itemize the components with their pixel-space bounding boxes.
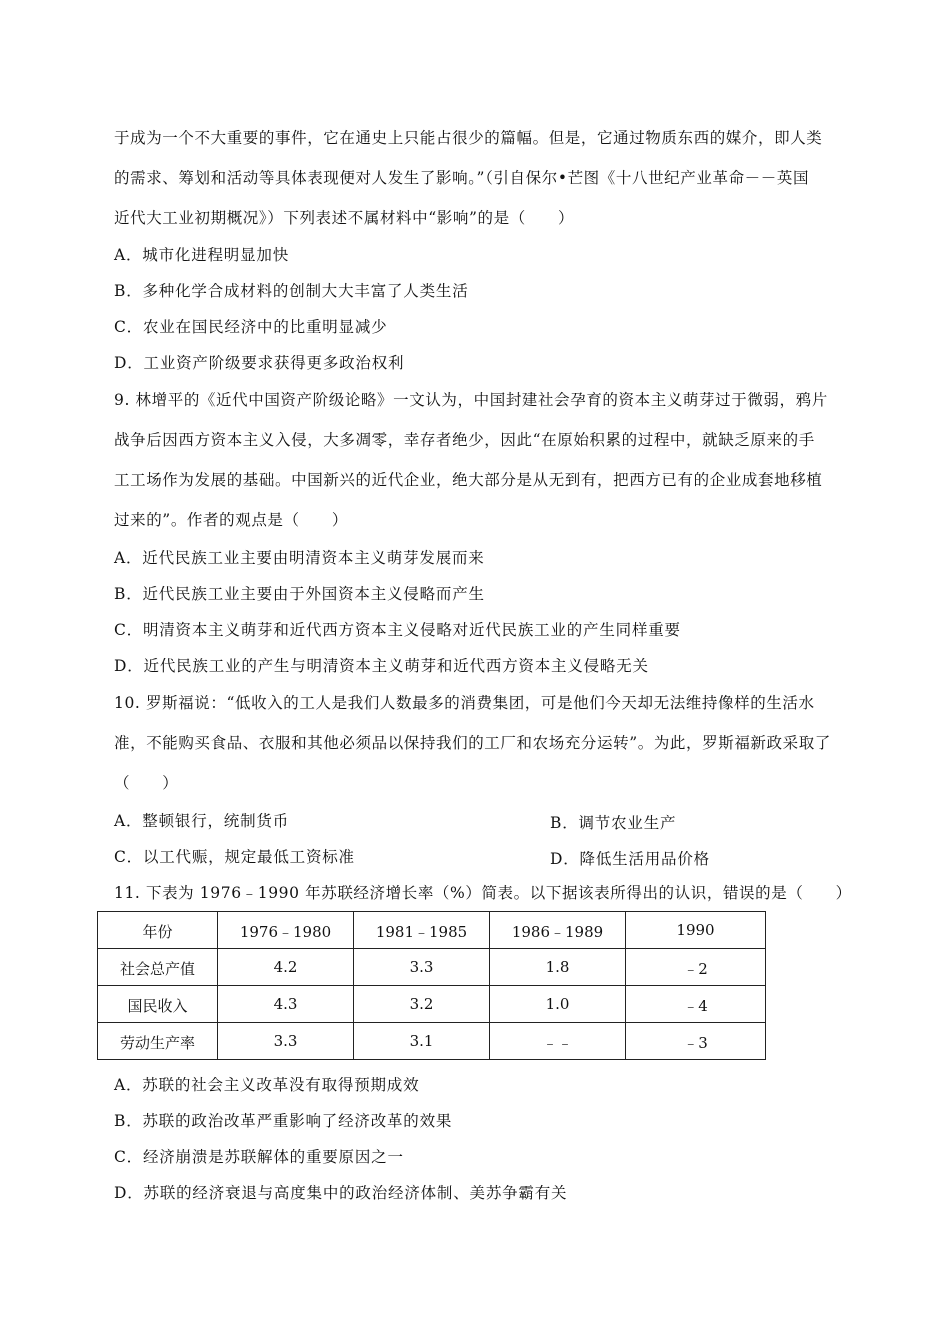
q10-stem-line-3: （ ） bbox=[114, 774, 179, 792]
table-cell: ﹣3 bbox=[626, 1023, 766, 1060]
q8-option-a: A．城市化进程明显加快 bbox=[114, 246, 289, 264]
table-cell: 3.3 bbox=[218, 1023, 354, 1060]
table-cell: 3.3 bbox=[354, 949, 490, 986]
table-header-cell: 年份 bbox=[98, 912, 218, 949]
q11-option-a: A．苏联的社会主义改革没有取得预期成效 bbox=[114, 1076, 420, 1094]
q9-stem-line-4: 过来的”。作者的观点是（ ） bbox=[114, 511, 348, 529]
q11-option-b: B．苏联的政治改革严重影响了经济改革的效果 bbox=[114, 1112, 453, 1130]
table-cell: ﹣2 bbox=[626, 949, 766, 986]
table-header-row bbox=[98, 912, 766, 949]
q8-stem-line-3: 近代大工业初期概况》）下列表述不属材料中“影响”的是（ ） bbox=[114, 209, 575, 227]
q10-stem-line-1: 10. 罗斯福说：“低收入的工人是我们人数最多的消费集团，可是他们今天却无法维持像样的生活水 bbox=[114, 694, 815, 712]
q9-option-c: C．明清资本主义萌芽和近代西方资本主义侵略对近代民族工业的产生同样重要 bbox=[114, 621, 681, 639]
table-cell: 3.1 bbox=[354, 1023, 490, 1060]
q11-option-d: D．苏联的经济衰退与高度集中的政治经济体制、美苏争霸有关 bbox=[114, 1184, 568, 1202]
table-cell: 国民收入 bbox=[98, 986, 218, 1023]
table-cell: 社会总产值 bbox=[98, 949, 218, 986]
table-cell: 4.2 bbox=[218, 949, 354, 986]
table-cell: 1.8 bbox=[490, 949, 626, 986]
table-cell: 3.2 bbox=[354, 986, 490, 1023]
table-cell: 4.3 bbox=[218, 986, 354, 1023]
q9-option-b: B．近代民族工业主要由于外国资本主义侵略而产生 bbox=[114, 585, 485, 603]
q10-option-b: B．调节农业生产 bbox=[550, 814, 677, 832]
q8-stem-line-2: 的需求、筹划和活动等具体表现便对人发生了影响。”（引自保尔•芒图《十八世纪产业革命－－英国 bbox=[114, 169, 810, 187]
table-header-cell: 1976﹣1980 bbox=[218, 912, 354, 949]
q8-option-c: C．农业在国民经济中的比重明显减少 bbox=[114, 318, 388, 336]
soviet-growth-table bbox=[97, 911, 766, 1060]
q9-stem-line-1: 9. 林增平的《近代中国资产阶级论略》一文认为，中国封建社会孕育的资本主义萌芽过于微弱，鸦片 bbox=[114, 391, 828, 409]
q10-option-a: A．整顿银行，统制货币 bbox=[114, 812, 289, 830]
q11-option-c: C．经济崩溃是苏联解体的重要原因之一 bbox=[114, 1148, 404, 1166]
q9-option-d: D．近代民族工业的产生与明清资本主义萌芽和近代西方资本主义侵略无关 bbox=[114, 657, 649, 675]
q10-option-d: D．降低生活用品价格 bbox=[550, 850, 710, 868]
q10-option-c: C．以工代赈，规定最低工资标准 bbox=[114, 848, 355, 866]
q10-stem-line-2: 准，不能购买食品、衣服和其他必须品以保持我们的工厂和农场充分运转”。为此，罗斯福新政采取了 bbox=[114, 734, 831, 752]
q8-option-b: B．多种化学合成材料的创制大大丰富了人类生活 bbox=[114, 282, 469, 300]
table-row bbox=[98, 986, 766, 1023]
table-header-cell: 1990 bbox=[626, 912, 766, 949]
table-cell: 劳动生产率 bbox=[98, 1023, 218, 1060]
q8-option-d: D．工业资产阶级要求获得更多政治权利 bbox=[114, 354, 405, 372]
q11-stem: 11. 下表为 1976﹣1990 年苏联经济增长率（%）简表。以下据该表所得出的认识，错误的是（ ） bbox=[114, 884, 852, 902]
table-cell: ﹣4 bbox=[626, 986, 766, 1023]
q9-option-a: A．近代民族工业主要由明清资本主义萌芽发展而来 bbox=[114, 549, 485, 567]
table-row bbox=[98, 1023, 766, 1060]
q9-stem-line-3: 工工场作为发展的基础。中国新兴的近代企业，绝大部分是从无到有，把西方已有的企业成套地移植 bbox=[114, 471, 823, 489]
table-header-cell: 1986﹣1989 bbox=[490, 912, 626, 949]
table-cell: ﹣﹣ bbox=[490, 1023, 626, 1060]
q9-stem-line-2: 战争后因西方资本主义入侵，大多凋零，幸存者绝少，因此“在原始积累的过程中，就缺乏原来的手 bbox=[114, 431, 815, 449]
table-header-cell: 1981﹣1985 bbox=[354, 912, 490, 949]
table-cell: 1.0 bbox=[490, 986, 626, 1023]
q8-stem-line-1: 于成为一个不大重要的事件，它在通史上只能占很少的篇幅。但是，它通过物质东西的媒介，即人类 bbox=[114, 129, 823, 147]
table-row bbox=[98, 949, 766, 986]
